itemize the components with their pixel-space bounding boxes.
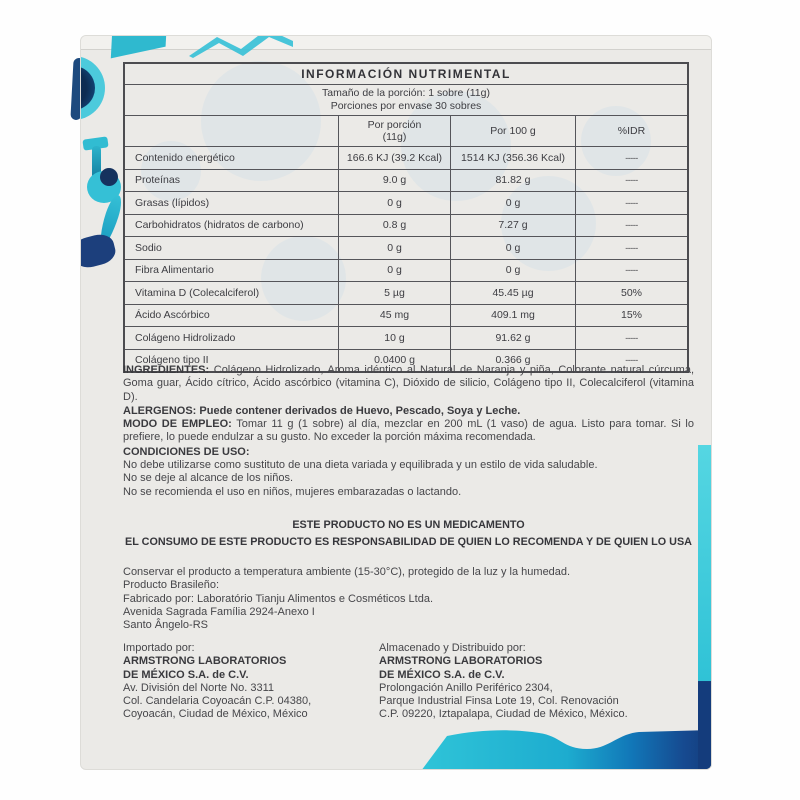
distributor-column [379,642,694,722]
label-text-sections [123,364,694,499]
table-row [125,236,687,259]
servings-per-container-line: Porciones por envase 30 sobres [330,100,482,112]
distributor-name: DE MÉXICO S.A. de C.V. [379,668,505,681]
disclaimer-block [123,519,694,550]
flap-ribbon-decoration [111,35,167,58]
importer-address-line: Av. División del Norte No. 3311 [123,681,275,694]
ingredients-paragraph: INGREDIENTES: Colágeno Hidrolizado, Aroma idéntico al Natural de Naranja y piña, Colorante natural cúrcuma, Goma guar, Ácido cítrico, Ácido ascórbico (vitamina C), Dióxido de silicio, Colágeno tipo II, Colecalciferol (vitamina D). [123,364,694,403]
per-100g-value: 0 g [450,260,575,282]
per-100g-value: 409.1 mg [450,305,575,327]
usage-label: MODO DE EMPLEO: [123,418,232,431]
distributor-name: ARMSTRONG LABORATORIOS [379,655,543,668]
per-100g-value: 91.62 g [450,327,575,349]
importer-title: Importado por: [123,642,195,654]
table-row [125,214,687,237]
storage-line: Avenida Sagrada Família 2924-Anexo I [123,605,315,618]
nutrient-label: Proteínas [135,174,180,187]
idr-value: ----- [575,170,687,192]
importer-name: DE MÉXICO S.A. de C.V. [123,668,249,681]
table-row [125,281,687,304]
importer-address-line: Coyoacán, Ciudad de México, México [123,708,308,721]
box-top-flap [81,36,711,50]
distributor-title: Almacenado y Distribuido por: [379,642,526,654]
per-100g-value: 81.82 g [450,170,575,192]
importer-address-line: Col. Candelaria Coyoacán C.P. 04380, [123,695,312,708]
disclaimer-line: ESTE PRODUCTO NO ES UN MEDICAMENTO [292,519,525,531]
per-100g-value: 1514 KJ (356.36 Kcal) [450,147,575,169]
storage-line: Conservar el producto a temperatura ambiente (15-30°C), protegido de la luz y la humedad. [123,566,571,578]
nutrient-label: Grasas (lípidos) [135,196,210,209]
table-row [125,191,687,214]
nutrient-label: Fibra Alimentario [135,264,214,277]
per-serving-value: 166.6 KJ (39.2 Kcal) [338,147,450,169]
product-box-back-panel [80,35,712,770]
table-row [125,304,687,327]
per-serving-value: 9.0 g [338,170,450,192]
nutrient-label: Sodio [135,241,162,254]
per-100g-value: 7.27 g [450,215,575,237]
nutrient-label: Carbohidratos (hidratos de carbono) [135,219,304,232]
per-serving-value: 0 g [338,237,450,259]
flap-zigzag-decoration [189,35,294,58]
header-per-100g-cell: Por 100 g [450,116,575,146]
per-100g-value: 0 g [450,192,575,214]
table-row [125,259,687,282]
per-100g-value: 45.45 µg [450,282,575,304]
allergens-line: ALERGENOS: Puede contener derivados de Huevo, Pescado, Soya y Leche. [123,404,521,417]
serving-size-line: Tamaño de la porción: 1 sobre (11g) [322,87,490,99]
nutrition-table [123,62,689,373]
conditions-line: No debe utilizarse como sustituto de una dieta variada y equilibrada y un estilo de vida saludable. [123,459,598,472]
idr-value: ----- [575,192,687,214]
nutrition-table-title: INFORMACIÓN NUTRIMENTAL [301,67,511,81]
per-serving-value: 0 g [338,192,450,214]
idr-value: ----- [575,215,687,237]
per-serving-value: 5 µg [338,282,450,304]
nutrient-label: Vitamina D (Colecalciferol) [135,286,260,299]
storage-line: Santo Ângelo-RS [123,619,208,632]
importer-name: ARMSTRONG LABORATORIOS [123,655,287,668]
splash-blob-dot [100,168,118,186]
table-row [125,146,687,169]
header-nutrient-cell [125,116,338,146]
storage-line: Producto Brasileño: [123,579,219,592]
idr-value: ----- [575,350,687,372]
right-teal-bar [698,445,712,685]
splash-decoration [80,231,118,270]
storage-line: Fabricado por: Laboratório Tianju Alimentos e Cosméticos Ltda. [123,592,433,605]
table-row [125,326,687,349]
per-serving-value: 0.8 g [338,215,450,237]
conditions-line: No se recomienda el uso en niños, mujeres embarazadas o lactando. [123,485,462,498]
conditions-heading: CONDICIONES DE USO: [123,445,250,458]
idr-value: ----- [575,260,687,282]
usage-paragraph: MODO DE EMPLEO: Tomar 11 g (1 sobre) al día, mezclar en 200 mL (1 vaso) de agua. Listo para tomar. Si lo prefiere, lo puede endulzar a su gusto. No exceder la porción máxima recomendada. [123,418,694,444]
per-serving-value: 45 mg [338,305,450,327]
nutrient-label: Colágeno Hidrolizado [135,331,236,344]
nutrient-label: Ácido Ascórbico [135,309,210,322]
per-100g-value: 0.366 g [450,350,575,372]
header-idr-cell: %IDR [575,116,687,146]
serving-info [125,84,687,115]
per-serving-value: 0.0400 g [338,350,450,372]
per-100g-value: 0 g [450,237,575,259]
idr-value: ----- [575,237,687,259]
table-header-row [125,115,687,146]
idr-value: 15% [575,305,687,327]
distributor-address-line: C.P. 09220, Iztapalapa, Ciudad de México, México. [379,708,628,721]
storage-block [123,566,694,632]
nutrient-label: Contenido energético [135,151,235,164]
distributor-address-line: Prolongación Anillo Periférico 2304, [379,681,553,694]
idr-value: ----- [575,327,687,349]
conditions-line: No se deje al alcance de los niños. [123,472,293,485]
distributor-address-line: Parque Industrial Finsa Lote 19, Col. Renovación [379,695,619,708]
nutrient-label: Colágeno tipo II [135,354,209,367]
importer-distributor-block [123,642,694,722]
idr-value: ----- [575,147,687,169]
idr-value: 50% [575,282,687,304]
table-row [125,169,687,192]
per-serving-value: 10 g [338,327,450,349]
importer-column [123,642,379,722]
header-per-serving-cell: Por porción (11g) [338,116,450,146]
ingredients-label: INGREDIENTES: [123,364,210,376]
disclaimer-line: EL CONSUMO DE ESTE PRODUCTO ES RESPONSABILIDAD DE QUIEN LO RECOMENDA Y DE QUIEN LO USA [125,536,692,549]
per-serving-value: 0 g [338,260,450,282]
